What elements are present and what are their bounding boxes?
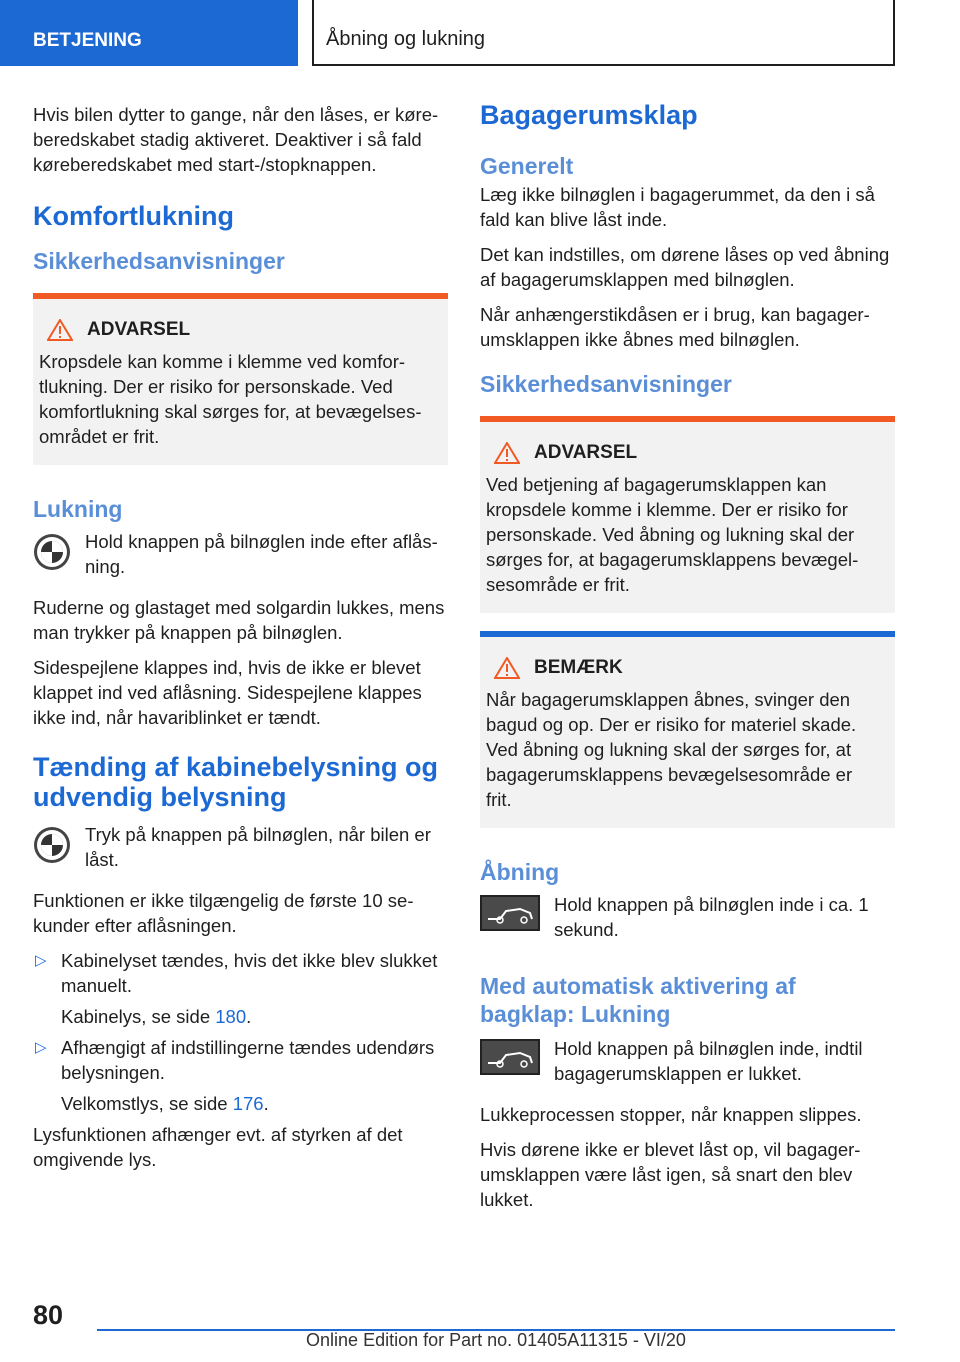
chapter-title: Åbning og lukning [312, 0, 895, 66]
lighting-key-text: Tryk på knappen på bilnøglen, når bilen er låst. [85, 824, 431, 870]
reference-suffix: . [263, 1093, 269, 1114]
heading-safety-left: Sikkerhedsanvisninger [33, 248, 285, 274]
note-box-trunk [480, 631, 895, 828]
heading-general: Generelt [480, 153, 574, 179]
page-link-176[interactable]: 176 [232, 1093, 264, 1114]
section-tab [0, 0, 298, 66]
key-instruction-closing [33, 529, 448, 579]
note-header [486, 657, 881, 679]
warning-box-trunk [480, 416, 895, 613]
heading-lighting: Tænding af kabinebelysning og udvendig belysning [33, 752, 439, 812]
note-title: BEMÆRK [534, 657, 623, 678]
trunk-button-icon [480, 895, 540, 931]
triangle-bullet-icon: ▷ [35, 952, 47, 969]
list-item [33, 1035, 448, 1116]
note-text: Når bagagerumsklappen åbnes, svinger den bagud og op. Der er risiko for materiel skade. Ved åbning og lukning skal der sørges for, at bagagerumsklappens bevægelsesområde er frit. [486, 689, 857, 810]
page-link-180[interactable]: 180 [215, 1006, 247, 1027]
key-instruction-lighting [33, 822, 448, 872]
car-key-logo-icon [33, 826, 71, 864]
list-item-reference [61, 1004, 448, 1029]
heading-safety-right: Sikkerhedsanvisninger [480, 371, 732, 397]
right-column [480, 100, 895, 1222]
closing-key-text: Hold knappen på bilnøglen inde efter aflåsning. [85, 531, 438, 577]
closing-paragraph-2: Sidespejlene klappes ind, hvis de ikke er blevet klappet ind ved aflåsning. Sidespejlene klappes ikke ind, når havariblinket er tændt. [33, 657, 422, 728]
warning-triangle-icon [47, 319, 73, 341]
heading-opening: Åbning [480, 859, 560, 885]
page-number: 80 [33, 1300, 64, 1330]
warning-header [486, 442, 881, 464]
auto-paragraph-1: Lukkeprocessen stopper, når knappen slippes. [480, 1104, 862, 1125]
warning-text: Ved betjening af bagagerumsklappen kan kropsdele komme i klemme. Der er risiko for personskade. Ved åbning og lukning skal der sørges for, at bagagerumsklappens bevægelsesområde er frit. [486, 474, 859, 595]
footer-edition: Online Edition for Part no. 01405A11315 - VI/20 [306, 1330, 686, 1350]
heading-comfort-closing: Komfortlukning [33, 201, 234, 231]
heading-closing: Lukning [33, 496, 123, 522]
warning-box-comfort [33, 293, 448, 465]
list-item [33, 948, 448, 1029]
lighting-paragraph-1: Funktionen er ikke tilgængelig de første 10 sekunder efter aflåsningen. [33, 890, 414, 936]
intro-paragraph: Hvis bilen dytter to gange, når den låses, er køreberedskabet stadig aktiveret. Deaktiver i så fald køreberedskabet med start-/stopknappen. [33, 104, 439, 175]
reference-suffix: . [246, 1006, 252, 1027]
general-paragraph-3: Når anhængerstikdåsen er i brug, kan bagagerumsklappen ikke åbnes med bilnøglen. [480, 304, 870, 350]
lighting-paragraph-2: Lysfunktionen afhænger evt. af styrken af det omgivende lys. [33, 1124, 403, 1170]
warning-triangle-icon [494, 442, 520, 464]
heading-trunk: Bagagerumsklap [480, 100, 698, 130]
list-item-text: Afhængigt af indstillingerne tændes udendørs belysningen. [61, 1037, 435, 1083]
left-column [33, 102, 448, 1182]
heading-auto-closing: Med automatisk aktivering af bagklap: Lukning [480, 973, 796, 1027]
reference-prefix: Velkomstlys, se side [61, 1093, 233, 1114]
key-instruction-opening [480, 892, 895, 942]
auto-paragraph-2: Hvis dørene ikke er blevet låst op, vil bagagerumsklappen være låst igen, så snart den blev lukket. [480, 1139, 861, 1210]
list-item-text: Kabinelyset tændes, hvis det ikke blev slukket manuelt. [61, 950, 438, 996]
warning-title: ADVARSEL [534, 442, 638, 463]
key-instruction-auto [480, 1036, 895, 1086]
section-label: BETJENING [33, 30, 142, 51]
list-item-reference [61, 1091, 448, 1116]
warning-text: Kropsdele kan komme i klemme ved komfortlukning. Der er risiko for personskade. Ved komfortlukning skal sørges for, at bevægelsesområdet er frit. [39, 351, 422, 447]
warning-triangle-icon [494, 657, 520, 679]
warning-header [39, 319, 434, 341]
car-key-logo-icon [33, 533, 71, 571]
auto-key-text: Hold knappen på bilnøglen inde, indtil bagagerumsklappen er lukket. [554, 1038, 863, 1084]
closing-paragraph-1: Ruderne og glastaget med solgardin lukkes, mens man trykker på knappen på bilnøglen. [33, 597, 445, 643]
trunk-button-icon [480, 1039, 540, 1075]
general-paragraph-2: Det kan indstilles, om dørene låses op ved åbning af bagagerumsklappen med bilnøglen. [480, 244, 890, 290]
lighting-list [33, 948, 448, 1116]
warning-title: ADVARSEL [87, 319, 191, 340]
reference-prefix: Kabinelys, se side [61, 1006, 216, 1027]
triangle-bullet-icon: ▷ [35, 1039, 47, 1056]
opening-key-text: Hold knappen på bilnøglen inde i ca. 1 sekund. [554, 894, 869, 940]
general-paragraph-1: Læg ikke bilnøglen i bagagerummet, da den i så fald kan blive låst inde. [480, 184, 875, 230]
